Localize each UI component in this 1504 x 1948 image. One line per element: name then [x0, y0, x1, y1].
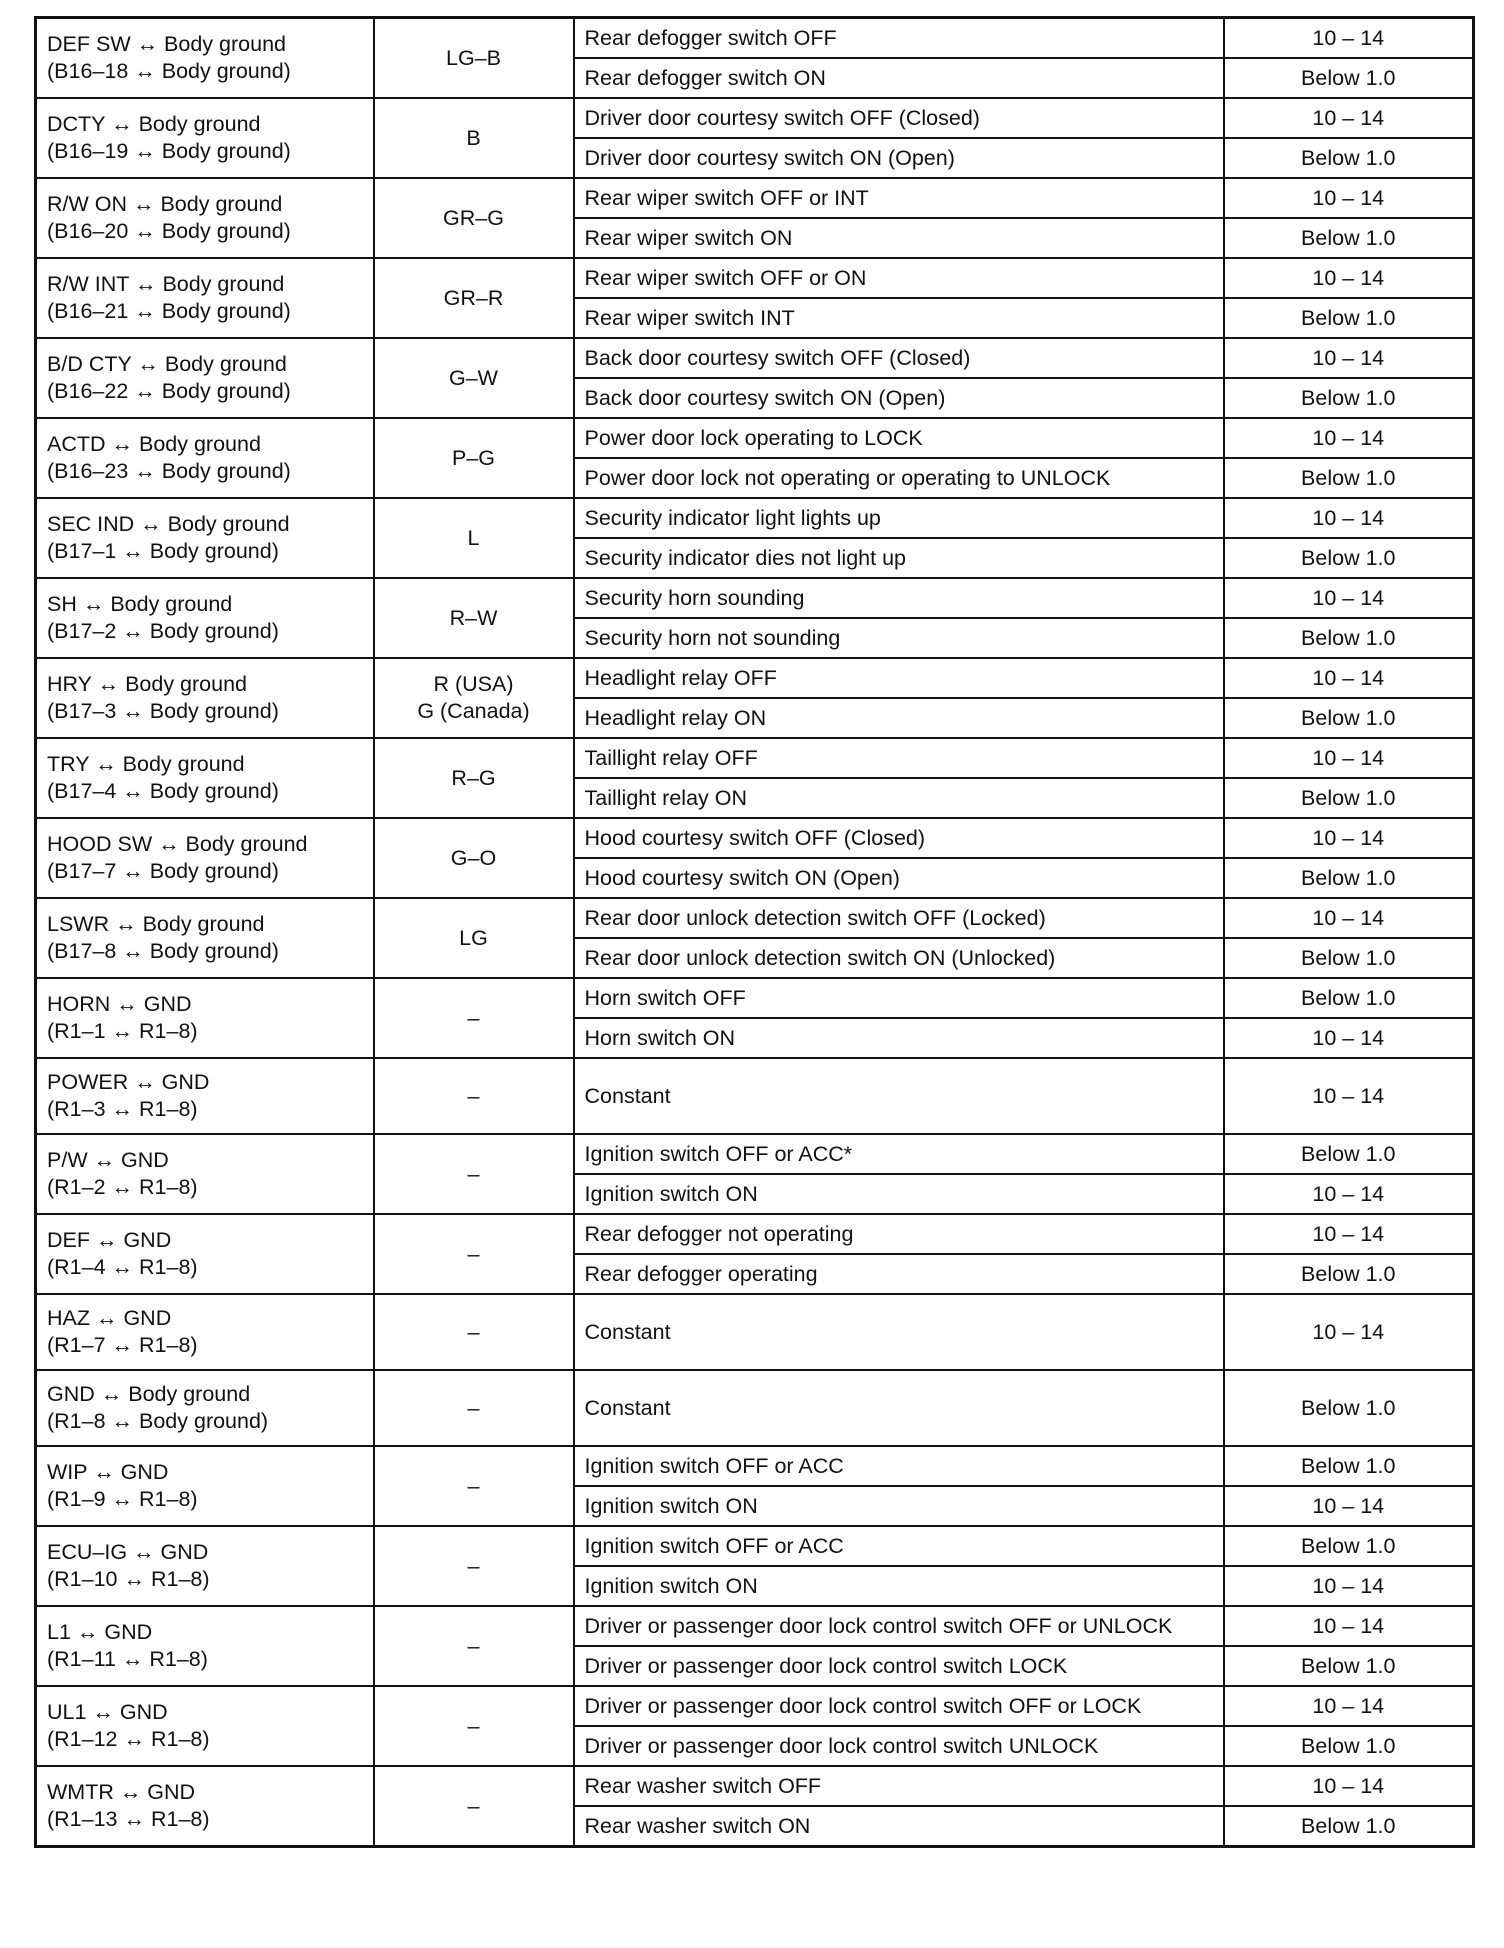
specified-condition-cell: Below 1.0 — [1224, 1254, 1474, 1294]
terminal-cell — [36, 18, 374, 99]
condition-cell: Headlight relay ON — [574, 698, 1224, 738]
terminal-cell — [36, 498, 374, 578]
condition-cell: Rear defogger not operating — [574, 1214, 1224, 1254]
terminal-name: WIP ↔ GND — [47, 1460, 169, 1485]
terminal-name: P/W ↔ GND — [47, 1148, 169, 1173]
table-row — [36, 1294, 1474, 1370]
terminal-cell — [36, 1446, 374, 1526]
terminal-name: ECU–IG ↔ GND — [47, 1540, 209, 1565]
terminal-name: TRY ↔ Body ground — [47, 752, 245, 777]
wiring-color-cell — [374, 418, 574, 498]
wiring-color: – — [467, 1473, 480, 1498]
terminal-pins: (B16–22 ↔ Body ground) — [47, 379, 291, 403]
terminal-pins: (B16–23 ↔ Body ground) — [47, 459, 291, 483]
condition-cell: Horn switch ON — [574, 1018, 1224, 1058]
wiring-color: G (Canada) — [417, 699, 530, 723]
wiring-color: – — [467, 1793, 480, 1818]
condition-cell: Rear door unlock detection switch ON (Unlocked) — [574, 938, 1224, 978]
wiring-color-cell — [374, 1446, 574, 1526]
terminal-pins: (R1–10 ↔ R1–8) — [47, 1567, 210, 1591]
table-row — [36, 658, 1474, 698]
specified-condition-cell: Below 1.0 — [1224, 978, 1474, 1018]
specified-condition-cell: Below 1.0 — [1224, 58, 1474, 98]
terminal-name: R/W ON ↔ Body ground — [47, 192, 283, 217]
condition-cell: Taillight relay ON — [574, 778, 1224, 818]
inspection-table-sheet — [34, 16, 1472, 1848]
terminal-name: L1 ↔ GND — [47, 1620, 153, 1645]
wiring-color-cell — [374, 898, 574, 978]
wiring-color-cell — [374, 498, 574, 578]
terminal-pins: (B17–8 ↔ Body ground) — [47, 939, 279, 963]
terminal-pins: (R1–8 ↔ Body ground) — [47, 1409, 269, 1433]
specified-condition-cell: 10 – 14 — [1224, 338, 1474, 378]
wiring-color: LG — [459, 925, 488, 950]
terminal-cell — [36, 738, 374, 818]
wiring-color-cell — [374, 1686, 574, 1766]
terminal-cell — [36, 98, 374, 178]
terminal-name: B/D CTY ↔ Body ground — [47, 352, 287, 377]
terminal-pins: (B17–4 ↔ Body ground) — [47, 779, 279, 803]
terminal-pins: (R1–13 ↔ R1–8) — [47, 1807, 210, 1831]
specified-condition-cell: 10 – 14 — [1224, 1766, 1474, 1806]
terminal-cell — [36, 178, 374, 258]
terminal-cell — [36, 1134, 374, 1214]
terminal-pins: (R1–4 ↔ R1–8) — [47, 1255, 198, 1279]
specified-condition-cell: 10 – 14 — [1224, 18, 1474, 59]
terminal-name: POWER ↔ GND — [47, 1070, 210, 1095]
table-row — [36, 98, 1474, 138]
wiring-color-cell — [374, 338, 574, 418]
table-row — [36, 338, 1474, 378]
table-row — [36, 178, 1474, 218]
wiring-color: – — [467, 1553, 480, 1578]
terminal-cell — [36, 1294, 374, 1370]
specified-condition-cell: 10 – 14 — [1224, 578, 1474, 618]
wiring-color-cell — [374, 818, 574, 898]
condition-cell: Rear defogger switch OFF — [574, 18, 1224, 59]
terminal-inspection-table — [34, 16, 1475, 1848]
specified-condition-cell: Below 1.0 — [1224, 618, 1474, 658]
terminal-pins: (R1–1 ↔ R1–8) — [47, 1019, 198, 1043]
terminal-cell — [36, 1606, 374, 1686]
terminal-pins: (R1–9 ↔ R1–8) — [47, 1487, 198, 1511]
specified-condition-cell: 10 – 14 — [1224, 418, 1474, 458]
condition-cell: Security indicator light lights up — [574, 498, 1224, 538]
terminal-name: HORN ↔ GND — [47, 992, 192, 1017]
wiring-color: – — [467, 1633, 480, 1658]
condition-cell: Rear washer switch OFF — [574, 1766, 1224, 1806]
condition-cell: Driver door courtesy switch ON (Open) — [574, 138, 1224, 178]
table-row — [36, 1526, 1474, 1566]
wiring-color-cell — [374, 98, 574, 178]
wiring-color-cell — [374, 1606, 574, 1686]
condition-cell: Taillight relay OFF — [574, 738, 1224, 778]
specified-condition-cell: Below 1.0 — [1224, 1646, 1474, 1686]
terminal-name: HRY ↔ Body ground — [47, 672, 247, 697]
terminal-name: DEF ↔ GND — [47, 1228, 172, 1253]
condition-cell: Back door courtesy switch OFF (Closed) — [574, 338, 1224, 378]
table-row — [36, 898, 1474, 938]
terminal-pins: (R1–12 ↔ R1–8) — [47, 1727, 210, 1751]
terminal-pins: (B16–19 ↔ Body ground) — [47, 139, 291, 163]
wiring-color: GR–R — [443, 285, 504, 310]
table-row — [36, 1058, 1474, 1134]
terminal-name: ACTD ↔ Body ground — [47, 432, 261, 457]
wiring-color-cell — [374, 1370, 574, 1446]
terminal-pins: (R1–7 ↔ R1–8) — [47, 1333, 198, 1357]
table-row — [36, 1370, 1474, 1446]
wiring-color-cell — [374, 578, 574, 658]
condition-cell: Driver door courtesy switch OFF (Closed) — [574, 98, 1224, 138]
specified-condition-cell: 10 – 14 — [1224, 178, 1474, 218]
terminal-cell — [36, 1370, 374, 1446]
wiring-color-cell — [374, 1526, 574, 1606]
specified-condition-cell: 10 – 14 — [1224, 1174, 1474, 1214]
condition-cell: Constant — [574, 1058, 1224, 1134]
table-row — [36, 738, 1474, 778]
table-body — [36, 18, 1474, 1847]
condition-cell: Rear wiper switch INT — [574, 298, 1224, 338]
terminal-name: R/W INT ↔ Body ground — [47, 272, 285, 297]
terminal-pins: (R1–2 ↔ R1–8) — [47, 1175, 198, 1199]
wiring-color-cell — [374, 178, 574, 258]
specified-condition-cell: Below 1.0 — [1224, 218, 1474, 258]
specified-condition-cell: 10 – 14 — [1224, 1686, 1474, 1726]
condition-cell: Ignition switch ON — [574, 1174, 1224, 1214]
condition-cell: Rear washer switch ON — [574, 1806, 1224, 1847]
table-row — [36, 1686, 1474, 1726]
specified-condition-cell: Below 1.0 — [1224, 298, 1474, 338]
table-row — [36, 578, 1474, 618]
table-row — [36, 1766, 1474, 1806]
terminal-cell — [36, 258, 374, 338]
condition-cell: Constant — [574, 1370, 1224, 1446]
condition-cell: Power door lock not operating or operating to UNLOCK — [574, 458, 1224, 498]
terminal-name: LSWR ↔ Body ground — [47, 912, 265, 937]
table-row — [36, 1134, 1474, 1174]
specified-condition-cell: 10 – 14 — [1224, 1566, 1474, 1606]
condition-cell: Hood courtesy switch ON (Open) — [574, 858, 1224, 898]
condition-cell: Driver or passenger door lock control switch OFF or UNLOCK — [574, 1606, 1224, 1646]
terminal-name: UL1 ↔ GND — [47, 1700, 168, 1725]
terminal-name: GND ↔ Body ground — [47, 1382, 251, 1407]
condition-cell: Security indicator dies not light up — [574, 538, 1224, 578]
specified-condition-cell: Below 1.0 — [1224, 938, 1474, 978]
table-row — [36, 1606, 1474, 1646]
wiring-color: – — [467, 1083, 480, 1108]
terminal-cell — [36, 1214, 374, 1294]
condition-cell: Constant — [574, 1294, 1224, 1370]
condition-cell: Headlight relay OFF — [574, 658, 1224, 698]
specified-condition-cell: Below 1.0 — [1224, 858, 1474, 898]
wiring-color: – — [467, 1005, 480, 1030]
specified-condition-cell: Below 1.0 — [1224, 1446, 1474, 1486]
specified-condition-cell: 10 – 14 — [1224, 1214, 1474, 1254]
terminal-pins: (B17–2 ↔ Body ground) — [47, 619, 279, 643]
wiring-color: LG–B — [446, 45, 501, 70]
specified-condition-cell: 10 – 14 — [1224, 98, 1474, 138]
condition-cell: Ignition switch OFF or ACC — [574, 1526, 1224, 1566]
wiring-color: – — [467, 1395, 480, 1420]
wiring-color-cell — [374, 1766, 574, 1847]
wiring-color: L — [467, 525, 480, 550]
specified-condition-cell: 10 – 14 — [1224, 818, 1474, 858]
specified-condition-cell: Below 1.0 — [1224, 778, 1474, 818]
terminal-pins: (B16–18 ↔ Body ground) — [47, 59, 291, 83]
wiring-color: – — [467, 1319, 480, 1344]
condition-cell: Rear wiper switch ON — [574, 218, 1224, 258]
wiring-color-cell — [374, 1058, 574, 1134]
condition-cell: Horn switch OFF — [574, 978, 1224, 1018]
condition-cell: Rear defogger switch ON — [574, 58, 1224, 98]
specified-condition-cell: 10 – 14 — [1224, 898, 1474, 938]
terminal-cell — [36, 898, 374, 978]
wiring-color: B — [466, 125, 481, 150]
specified-condition-cell: Below 1.0 — [1224, 698, 1474, 738]
specified-condition-cell: 10 – 14 — [1224, 738, 1474, 778]
condition-cell: Security horn not sounding — [574, 618, 1224, 658]
wiring-color: – — [467, 1161, 480, 1186]
table-row — [36, 978, 1474, 1018]
wiring-color-cell — [374, 978, 574, 1058]
wiring-color-cell — [374, 1214, 574, 1294]
specified-condition-cell: Below 1.0 — [1224, 1370, 1474, 1446]
terminal-pins: (R1–11 ↔ R1–8) — [47, 1647, 208, 1671]
condition-cell: Ignition switch OFF or ACC — [574, 1446, 1224, 1486]
wiring-color: R–G — [451, 765, 496, 790]
specified-condition-cell: Below 1.0 — [1224, 1726, 1474, 1766]
specified-condition-cell: 10 – 14 — [1224, 498, 1474, 538]
condition-cell: Power door lock operating to LOCK — [574, 418, 1224, 458]
terminal-cell — [36, 1686, 374, 1766]
terminal-cell — [36, 1766, 374, 1847]
terminal-pins: (B17–7 ↔ Body ground) — [47, 859, 279, 883]
table-row — [36, 258, 1474, 298]
specified-condition-cell: Below 1.0 — [1224, 538, 1474, 578]
condition-cell: Driver or passenger door lock control switch OFF or LOCK — [574, 1686, 1224, 1726]
terminal-name: DCTY ↔ Body ground — [47, 112, 261, 137]
specified-condition-cell: 10 – 14 — [1224, 1058, 1474, 1134]
terminal-pins: (B16–21 ↔ Body ground) — [47, 299, 291, 323]
condition-cell: Back door courtesy switch ON (Open) — [574, 378, 1224, 418]
wiring-color: GR–G — [443, 205, 504, 230]
condition-cell: Security horn sounding — [574, 578, 1224, 618]
table-row — [36, 818, 1474, 858]
terminal-cell — [36, 338, 374, 418]
wiring-color: G–O — [450, 845, 497, 870]
terminal-cell — [36, 418, 374, 498]
condition-cell: Ignition switch OFF or ACC* — [574, 1134, 1224, 1174]
specified-condition-cell: Below 1.0 — [1224, 1526, 1474, 1566]
table-row — [36, 418, 1474, 458]
specified-condition-cell: 10 – 14 — [1224, 1606, 1474, 1646]
terminal-cell — [36, 978, 374, 1058]
condition-cell: Driver or passenger door lock control switch LOCK — [574, 1646, 1224, 1686]
terminal-name: WMTR ↔ GND — [47, 1780, 196, 1805]
wiring-color: – — [467, 1713, 480, 1738]
condition-cell: Rear defogger operating — [574, 1254, 1224, 1294]
terminal-cell — [36, 578, 374, 658]
terminal-name: HOOD SW ↔ Body ground — [47, 832, 308, 857]
table-row — [36, 18, 1474, 59]
terminal-pins: (R1–3 ↔ R1–8) — [47, 1097, 198, 1121]
terminal-pins: (B17–1 ↔ Body ground) — [47, 539, 279, 563]
condition-cell: Rear wiper switch OFF or INT — [574, 178, 1224, 218]
table-row — [36, 1214, 1474, 1254]
condition-cell: Rear door unlock detection switch OFF (Locked) — [574, 898, 1224, 938]
specified-condition-cell: Below 1.0 — [1224, 378, 1474, 418]
wiring-color: R (USA) — [433, 672, 514, 697]
specified-condition-cell: 10 – 14 — [1224, 258, 1474, 298]
condition-cell: Driver or passenger door lock control switch UNLOCK — [574, 1726, 1224, 1766]
condition-cell: Ignition switch ON — [574, 1486, 1224, 1526]
specified-condition-cell: 10 – 14 — [1224, 1486, 1474, 1526]
specified-condition-cell: 10 – 14 — [1224, 1294, 1474, 1370]
terminal-pins: (B17–3 ↔ Body ground) — [47, 699, 279, 723]
terminal-cell — [36, 1526, 374, 1606]
terminal-name: HAZ ↔ GND — [47, 1306, 172, 1331]
specified-condition-cell: Below 1.0 — [1224, 1806, 1474, 1847]
terminal-cell — [36, 1058, 374, 1134]
terminal-cell — [36, 818, 374, 898]
wiring-color-cell — [374, 1134, 574, 1214]
wiring-color-cell — [374, 738, 574, 818]
specified-condition-cell: Below 1.0 — [1224, 138, 1474, 178]
terminal-name: SEC IND ↔ Body ground — [47, 512, 290, 537]
condition-cell: Hood courtesy switch OFF (Closed) — [574, 818, 1224, 858]
terminal-name: SH ↔ Body ground — [47, 592, 233, 617]
specified-condition-cell: Below 1.0 — [1224, 1134, 1474, 1174]
terminal-pins: (B16–20 ↔ Body ground) — [47, 219, 291, 243]
condition-cell: Rear wiper switch OFF or ON — [574, 258, 1224, 298]
table-row — [36, 1446, 1474, 1486]
table-row — [36, 498, 1474, 538]
wiring-color-cell — [374, 1294, 574, 1370]
condition-cell: Ignition switch ON — [574, 1566, 1224, 1606]
specified-condition-cell: 10 – 14 — [1224, 658, 1474, 698]
wiring-color: R–W — [449, 605, 498, 630]
terminal-cell — [36, 658, 374, 738]
terminal-name: DEF SW ↔ Body ground — [47, 32, 286, 57]
wiring-color-cell — [374, 18, 574, 99]
wiring-color: – — [467, 1241, 480, 1266]
specified-condition-cell: 10 – 14 — [1224, 1018, 1474, 1058]
wiring-color-cell — [374, 258, 574, 338]
wiring-color: P–G — [451, 445, 496, 470]
wiring-color: G–W — [449, 365, 498, 390]
wiring-color-cell — [374, 658, 574, 738]
specified-condition-cell: Below 1.0 — [1224, 458, 1474, 498]
